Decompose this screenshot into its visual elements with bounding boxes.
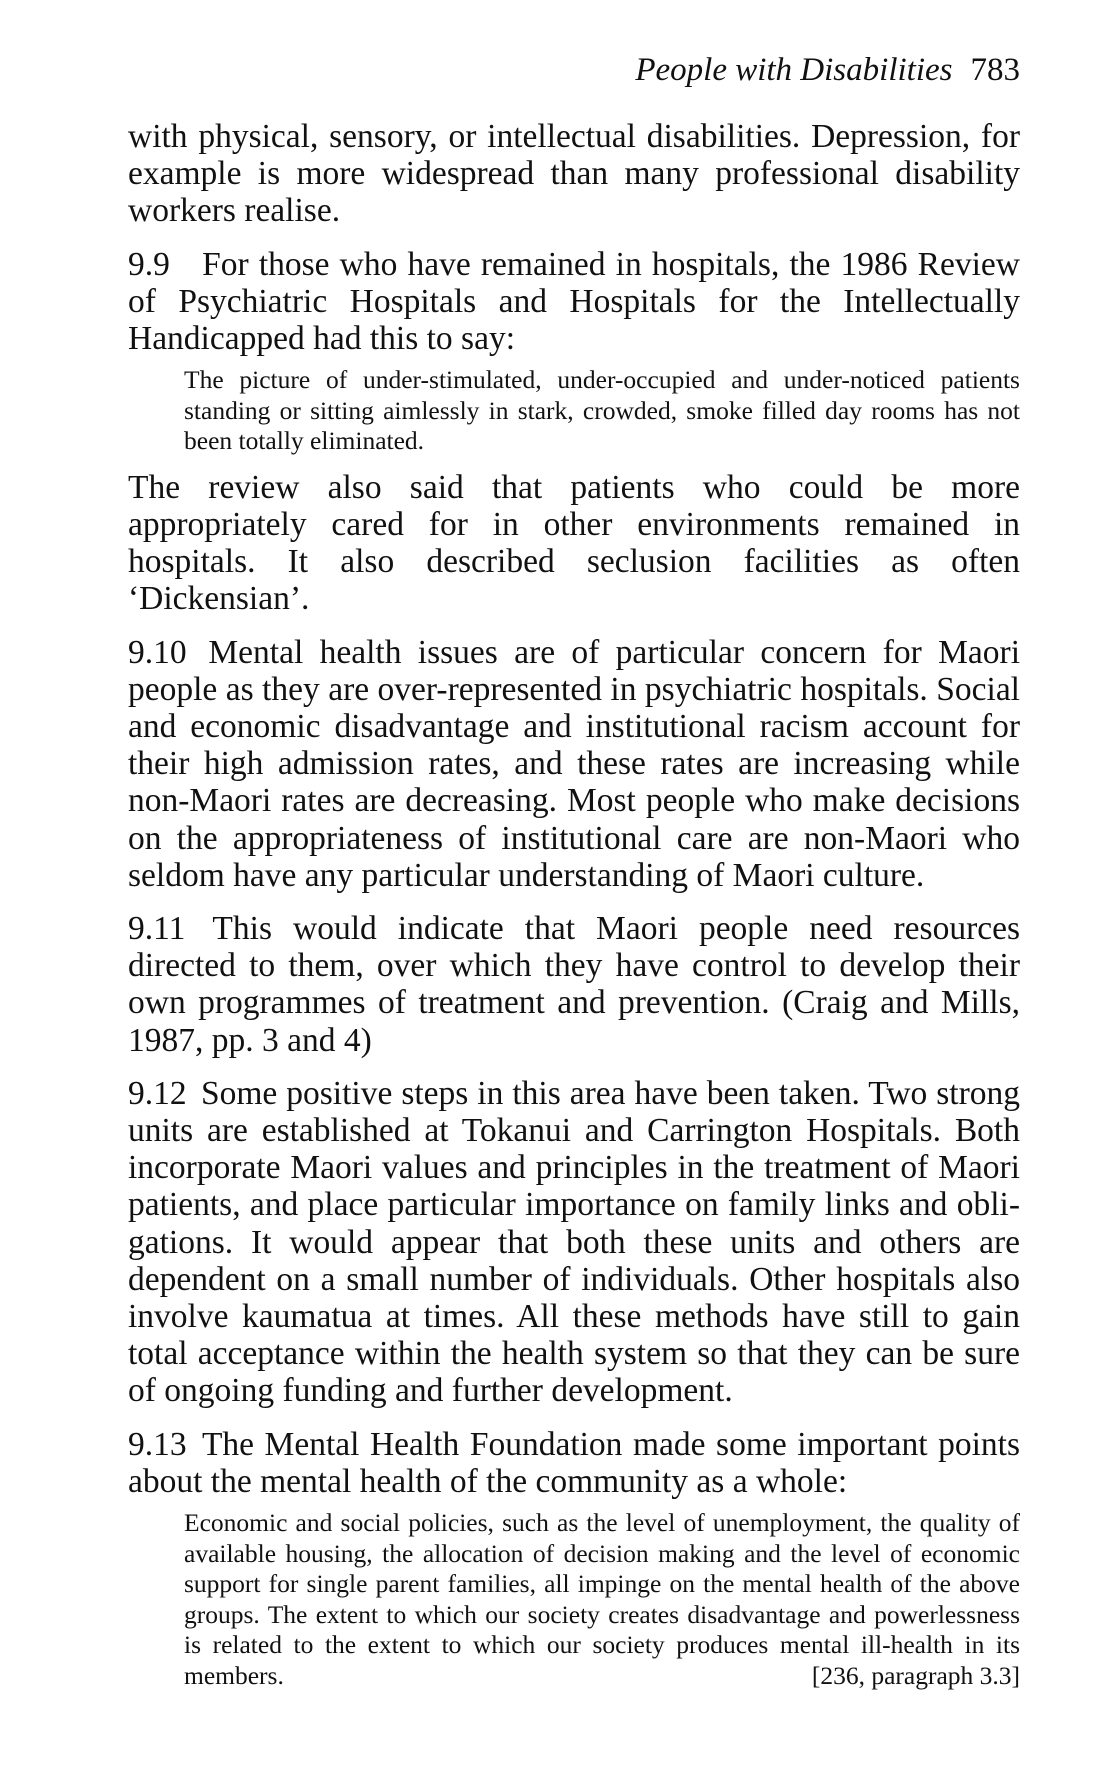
section-number-9-13: 9.13 xyxy=(128,1425,187,1463)
running-title: People with Disabilities xyxy=(635,52,953,88)
paragraph-9-12 xyxy=(128,1075,1020,1410)
paragraph-9-9-text: For those who have remained in hospitals, the 1986 Review of Psychiatric Hospitals and Hospitals for the Intellectually Handicapped had this to say: xyxy=(128,245,1020,358)
section-number-9-10: 9.10 xyxy=(128,633,187,671)
section-number-9-9: 9.9 xyxy=(128,245,170,283)
paragraph-9-10-text: Mental health issues are of particular concern for Maori people as they are over-represented in psychiatric hospitals. Social and economic disadvantage and institutional racism account for their high admission rates, and these rates are increasing while non-Maori rates are decreasing. Most people who make decisions on the appropriateness of institutional care are non-Maori who seldom have any particular understanding of Maori culture. xyxy=(128,633,1020,894)
block-quote-foundation xyxy=(184,1508,1020,1691)
book-page xyxy=(128,50,1020,1703)
paragraph-9-12-text: Some positive steps in this area have been taken. Two strong units are established at Tokanui and Carrington Hospitals. Both incorporate Maori values and principles in the treatment of Maori patients, and place particular importance on family links and obligations. It would appear that both these units and others are dependent on a small number of individuals. Other hospitals also involve kaumatua at times. All these methods have still to gain total acceptance within the health system so that they can be sure of ongoing funding and further development. xyxy=(128,1074,1020,1410)
paragraph-9-11-text: This would indicate that Maori people need resources directed to them, over which they have control to develop their own programmes of treatment and prevention. (Craig and Mills, 1987, pp. 3 and 4) xyxy=(128,909,1020,1059)
block-quote-foundation-text: Economic and social policies, such as the level of unemployment, the quality of available housing, the allocation of decision making and the level of economic support for single parent families, all impinge on the mental health of the above groups. The extent to which our society creates disadvantage and powerlessness is related to the extent to which our society produces mental ill-health in its members. xyxy=(184,1508,1020,1690)
section-number-9-11: 9.11 xyxy=(128,909,186,947)
paragraph-continuation: with physical, sensory, or intellectual disabilities. Depression, for example is more widespread than many professional disability workers realise. xyxy=(128,118,1020,230)
running-head xyxy=(128,50,1020,90)
paragraph-9-10 xyxy=(128,634,1020,894)
paragraph-9-13-text: The Mental Health Foundation made some important points about the mental health of the community as a whole: xyxy=(128,1425,1020,1500)
paragraph-9-9 xyxy=(128,246,1020,358)
citation-reference: [236, paragraph 3.3] xyxy=(811,1660,1020,1690)
block-quote-review: The picture of under-stimulated, under-occupied and under-noticed patients standing or sitting aimlessly in stark, crowded, smoke filled day rooms has not been totally eliminated. xyxy=(184,365,1020,456)
section-number-9-12: 9.12 xyxy=(128,1074,187,1112)
paragraph-review-follow-up: The review also said that patients who could be more appropriately cared for in other environments remained in hospitals. It also described seclusion facilities as often ‘Dickensian’. xyxy=(128,468,1020,618)
paragraph-9-11 xyxy=(128,910,1020,1059)
paragraph-9-13 xyxy=(128,1426,1020,1500)
page-number: 783 xyxy=(970,52,1020,88)
